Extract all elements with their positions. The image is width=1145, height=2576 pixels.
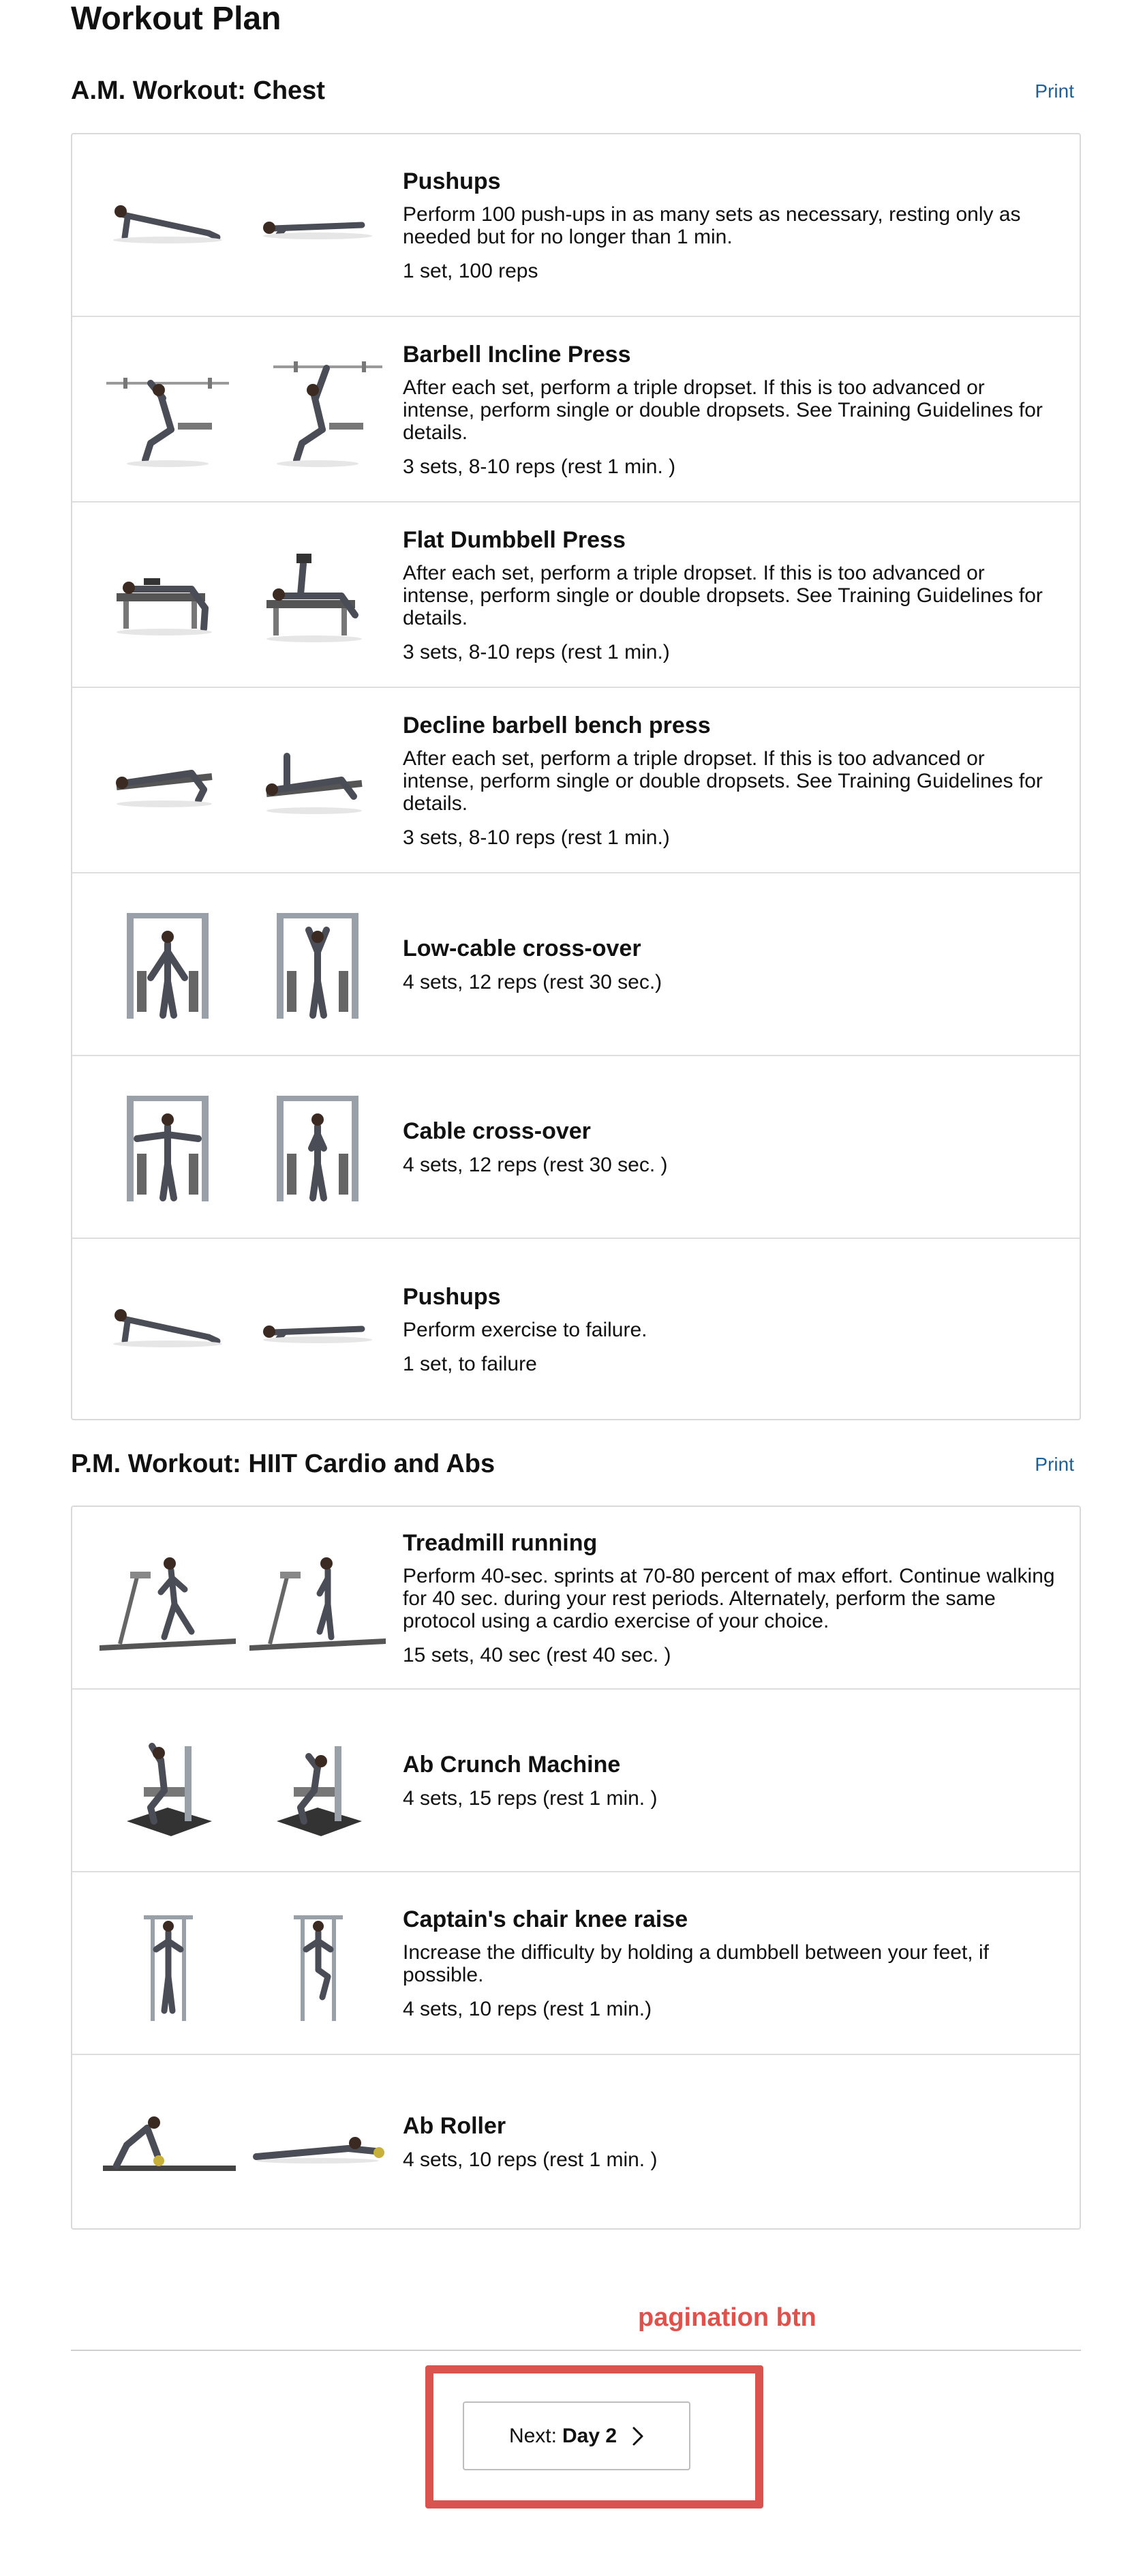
exercise-row[interactable] <box>72 503 1080 688</box>
exercise-name: Low-cable cross-over <box>403 935 641 961</box>
next-day-button[interactable] <box>463 2401 690 2470</box>
exercise-images <box>93 317 393 501</box>
print-link[interactable]: Print <box>1035 1454 1074 1475</box>
exercise-row[interactable] <box>72 1872 1080 2055</box>
exercise-row[interactable] <box>72 688 1080 873</box>
exercise-row[interactable] <box>72 317 1080 503</box>
next-target: Day 2 <box>562 2424 617 2447</box>
cable-machine-icon <box>96 1085 239 1208</box>
workout-card-am <box>71 133 1081 1420</box>
exercise-name: Captain's chair knee raise <box>403 1906 688 1932</box>
exercise-sets: 3 sets, 8-10 reps (rest 1 min.) <box>403 640 670 663</box>
chevron-right-icon <box>632 2426 644 2446</box>
exercise-row[interactable] <box>72 1056 1080 1239</box>
exercise-name: Pushups <box>403 1283 501 1310</box>
exercise-sets: 1 set, to failure <box>403 1352 537 1375</box>
exercise-description: Perform 40-sec. sprints at 70-80 percent of max effort. Continue walking for 40 sec. during your rest periods. Alternately, perform the same protocol using a cardio exercise of your choice. <box>403 1564 1055 1632</box>
decline-press-icon <box>246 719 389 841</box>
exercise-sets: 4 sets, 12 reps (rest 30 sec.) <box>403 971 662 993</box>
exercise-sets: 4 sets, 10 reps (rest 1 min. ) <box>403 2148 658 2171</box>
annotation-label: pagination btn <box>638 2303 816 2332</box>
exercise-name: Decline barbell bench press <box>403 712 711 738</box>
exercise-images <box>93 873 393 1055</box>
exercise-images <box>93 134 393 316</box>
exercise-name: Treadmill running <box>403 1529 598 1556</box>
ab-crunch-machine-icon <box>246 1719 389 1842</box>
exercise-images <box>93 1056 393 1238</box>
section-header-pm <box>71 1447 1081 1481</box>
exercise-row[interactable] <box>72 2055 1080 2228</box>
exercise-description: After each set, perform a triple dropset. If this is too advanced or intense, perform single or double dropsets. See Training Guidelines for details. <box>403 747 1043 815</box>
exercise-name: Pushups <box>403 168 501 194</box>
exercise-name: Ab Roller <box>403 2113 506 2139</box>
exercise-images <box>93 1872 393 2054</box>
workout-card-pm <box>71 1506 1081 2230</box>
pushup-icon <box>246 1268 389 1390</box>
section-title: A.M. Workout: Chest <box>71 76 325 105</box>
decline-press-icon <box>96 719 239 841</box>
treadmill-icon <box>96 1536 239 1659</box>
exercise-sets: 4 sets, 15 reps (rest 1 min. ) <box>403 1787 658 1810</box>
section-title: P.M. Workout: HIIT Cardio and Abs <box>71 1450 495 1478</box>
ab-roller-icon <box>246 2080 389 2203</box>
exercise-name: Flat Dumbbell Press <box>403 526 626 553</box>
exercise-images <box>93 688 393 872</box>
exercise-name: Ab Crunch Machine <box>403 1752 621 1778</box>
exercise-description: Perform 100 push-ups in as many sets as necessary, resting only as needed but for no longer than 1 min. <box>403 203 1021 248</box>
cable-machine-icon <box>246 903 389 1025</box>
incline-press-icon <box>96 348 239 470</box>
exercise-images <box>93 1690 393 1871</box>
divider <box>71 2350 1081 2351</box>
exercise-sets: 1 set, 100 reps <box>403 260 538 282</box>
ab-crunch-machine-icon <box>96 1719 239 1842</box>
exercise-row[interactable] <box>72 1507 1080 1690</box>
treadmill-icon <box>246 1536 389 1659</box>
exercise-sets: 3 sets, 8-10 reps (rest 1 min.) <box>403 826 670 849</box>
exercise-name: Barbell Incline Press <box>403 341 631 368</box>
ab-roller-icon <box>96 2080 239 2203</box>
incline-press-icon <box>246 348 389 470</box>
dumbbell-press-icon <box>246 533 389 656</box>
exercise-images <box>93 503 393 687</box>
pushup-icon <box>246 164 389 286</box>
captains-chair-icon <box>246 1902 389 2024</box>
pushup-icon <box>96 164 239 286</box>
exercise-images <box>93 2055 393 2228</box>
print-link[interactable]: Print <box>1035 80 1074 102</box>
exercise-row[interactable] <box>72 873 1080 1056</box>
exercise-sets: 3 sets, 8-10 reps (rest 1 min. ) <box>403 455 676 478</box>
exercise-sets: 4 sets, 10 reps (rest 1 min.) <box>403 1998 652 2020</box>
next-prefix: Next: <box>508 2424 557 2447</box>
page-title: Workout Plan <box>71 1 281 37</box>
dumbbell-press-icon <box>96 533 239 656</box>
pushup-icon <box>96 1268 239 1390</box>
exercise-name: Cable cross-over <box>403 1118 591 1144</box>
exercise-description: Increase the difficulty by holding a dumbbell between your feet, if possible. <box>403 1941 989 1986</box>
section-header-am <box>71 74 1081 108</box>
exercise-description: After each set, perform a triple dropset. If this is too advanced or intense, perform single or double dropsets. See Training Guidelines for details. <box>403 561 1043 629</box>
exercise-description: Perform exercise to failure. <box>403 1318 647 1341</box>
exercise-images <box>93 1239 393 1419</box>
exercise-sets: 4 sets, 12 reps (rest 30 sec. ) <box>403 1154 668 1176</box>
cable-machine-icon <box>246 1085 389 1208</box>
exercise-row[interactable] <box>72 1239 1080 1419</box>
cable-machine-icon <box>96 903 239 1025</box>
exercise-description: After each set, perform a triple dropset. If this is too advanced or intense, perform single or double dropsets. See Training Guidelines for details. <box>403 376 1043 444</box>
exercise-row[interactable] <box>72 1690 1080 1872</box>
exercise-row[interactable] <box>72 134 1080 317</box>
captains-chair-icon <box>96 1902 239 2024</box>
exercise-images <box>93 1507 393 1688</box>
exercise-sets: 15 sets, 40 sec (rest 40 sec. ) <box>403 1643 671 1666</box>
